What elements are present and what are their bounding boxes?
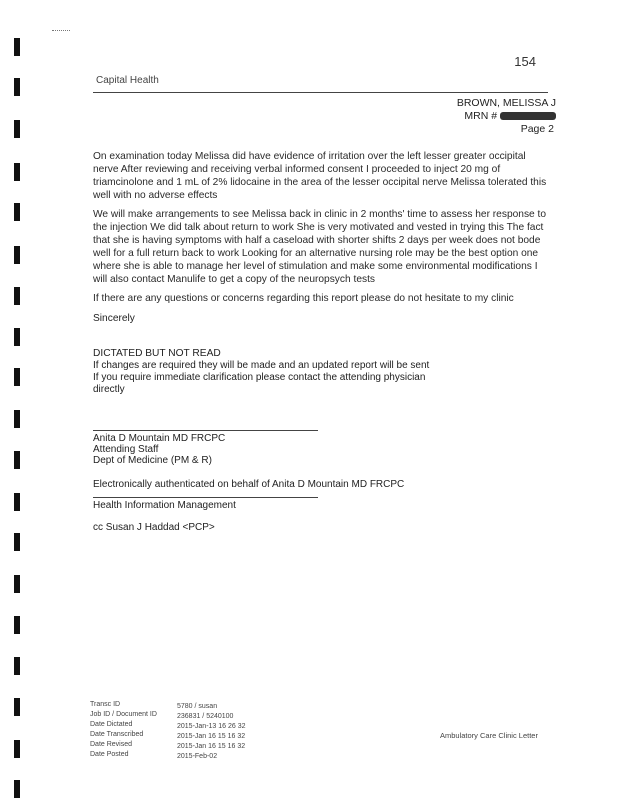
exam-paragraph: On examination today Melissa did have evidence of irritation over the left lesser greater occipital nerve After reviewing and receiving verbal informed consent I proceeded to inject 20 mg of triamcinolone and 1 mL of 2% lidocaine in the area of the lesser occipital nerve Melissa tolerated this well with no adverse effects: [93, 151, 547, 201]
scan-mark: [14, 78, 20, 96]
meta-value: 2015-Jan 16 15 16 32: [177, 743, 246, 750]
mrn-label: MRN #: [464, 110, 498, 122]
closing: Sincerely: [93, 313, 135, 324]
meta-label: Job ID / Document ID: [90, 711, 157, 718]
scan-mark: [14, 410, 20, 428]
meta-label: Date Dictated: [90, 721, 133, 728]
scan-mark: [14, 740, 20, 758]
scan-mark: [14, 493, 20, 511]
signer-role: Attending Staff: [93, 444, 159, 455]
dictated-line: If you require immediate clarification please contact the attending physician: [93, 372, 426, 383]
followup-paragraph: We will make arrangements to see Melissa back in clinic in 2 months' time to assess her response to the injection We did talk about return to work She is very motivated and vested in trying this The fact that she is having symptoms with half a caseload with shorter shifts 2 days per week does not bode well for a full return back to work Looking for an alternative nursing role may be the best option one where she is able to manage her level of stimulation and make some environmental modifications I will also contact Manulife to get a copy of the neuropsych tests: [93, 209, 547, 285]
auth-line: Electronically authenticated on behalf of Anita D Mountain MD FRCPC: [93, 479, 405, 490]
scan-mark: [14, 163, 20, 181]
meta-value: 2015-Feb-02: [177, 753, 218, 760]
scan-mark: [14, 203, 20, 221]
meta-label: Transc ID: [90, 701, 121, 708]
dictated-line: If changes are required they will be made and an updated report will be sent: [93, 360, 430, 371]
signer-dept: Dept of Medicine (PM & R): [93, 455, 212, 466]
cc-line: cc Susan J Haddad <PCP>: [93, 522, 215, 533]
scan-mark: [14, 616, 20, 634]
scan-mark: [14, 38, 20, 56]
dictated-heading: DICTATED BUT NOT READ: [93, 348, 221, 359]
scan-mark: [14, 451, 20, 469]
patient-name: BROWN, MELISSA J: [456, 97, 556, 109]
scan-mark: [14, 533, 20, 551]
patient-mrn: [464, 110, 556, 122]
scan-mark: [14, 120, 20, 138]
meta-value: 5780 / susan: [177, 703, 218, 710]
org-name: Capital Health: [96, 75, 159, 86]
scan-mark: [14, 328, 20, 346]
scan-mark: [14, 368, 20, 386]
questions-paragraph: If there are any questions or concerns regarding this report please do not hesitate to my clinic: [93, 293, 514, 304]
redaction-bar: [500, 112, 556, 120]
scan-mark: [14, 287, 20, 305]
dictated-line: directly: [93, 384, 125, 395]
meta-values: [177, 702, 246, 762]
page-indicator: Page 2: [520, 123, 554, 135]
meta-value: 236831 / 5240100: [177, 713, 234, 720]
meta-label: Date Transcribed: [90, 731, 144, 738]
meta-value: 2015-Jan 16 15 16 32: [177, 733, 246, 740]
scan-mark: [14, 575, 20, 593]
page-number: 154: [514, 54, 536, 69]
scan-mark: [14, 780, 20, 798]
header-rule: [93, 92, 548, 93]
him-label: Health Information Management: [93, 500, 236, 511]
signer-name: Anita D Mountain MD FRCPC: [93, 433, 226, 444]
scan-mark: [14, 246, 20, 264]
meta-labels: [90, 700, 157, 760]
letter-type: Ambulatory Care Clinic Letter: [440, 731, 538, 740]
scan-speck: [52, 30, 70, 33]
signature-rule: [93, 430, 318, 431]
meta-label: Date Posted: [90, 751, 129, 758]
scan-mark: [14, 698, 20, 716]
scan-mark: [14, 657, 20, 675]
meta-value: 2015-Jan-13 16 26 32: [177, 723, 246, 730]
him-rule: [93, 497, 318, 498]
meta-label: Date Revised: [90, 741, 133, 748]
